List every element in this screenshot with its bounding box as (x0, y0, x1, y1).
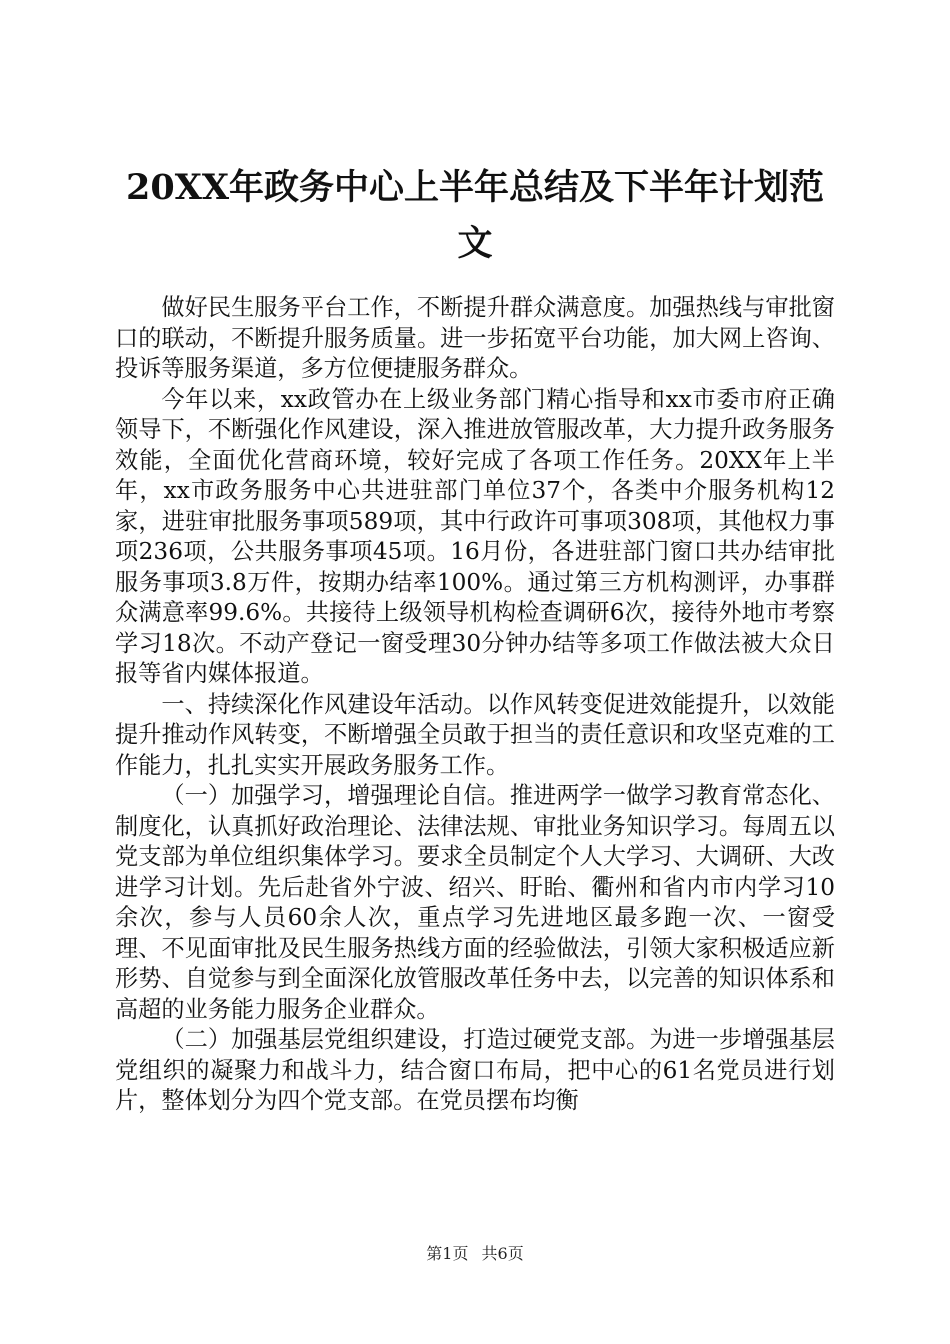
paragraph-1: 做好民生服务平台工作，不断提升群众满意度。加强热线与审批窗口的联动，不断提升服务质量。进一步拓宽平台功能，加大网上咨询、投诉等服务渠道，多方位便捷服务群众。 (115, 294, 835, 382)
page-total: 共6页 (481, 1244, 524, 1263)
paragraph-2: 今年以来，xx政管办在上级业务部门精心指导和xx市委市府正确领导下，不断强化作风建设，深入推进放管服改革，大力提升政务服务效能，全面优化营商环境，较好完成了各项工作任务。20XX年上半年，xx市政务服务中心共进驻部门单位37个，各类中介服务机构12家，进驻审批服务事项589项，其中行政许可事项308项，其他权力事项236项，公共服务事项45项。16月份，各进驻部门窗口共办结审批服务事项3.8万件，按期办结率100%。通过第三方机构测评，办事群众满意率99.6%。共接待上级领导机构检查调研6次，接待外地市考察学习18次。不动产登记一窗受理30分钟办结等多项工作做法被大众日报等省内媒体报道。 (115, 385, 835, 687)
page-footer (0, 1244, 950, 1264)
paragraph-3: 一、持续深化作风建设年活动。以作风转变促进效能提升，以效能提升推动作风转变，不断增强全员敢于担当的责任意识和攻坚克难的工作能力，扎扎实实开展政务服务工作。 (115, 690, 835, 779)
document-title: 20XX年政务中心上半年总结及下半年计划范文 (125, 167, 825, 264)
paragraph-4: （一）加强学习，增强理论自信。推进两学一做学习教育常态化、制度化，认真抓好政治理论、法律法规、审批业务知识学习。每周五以党支部为单位组织集体学习。要求全员制定个人大学习、大调研、大改进学习计划。先后赴省外宁波、绍兴、盱眙、衢州和省内市内学习10余次，参与人员60余人次，重点学习先进地区最多跑一次、一窗受理、不见面审批及民生服务热线方面的经验做法，引领大家积极适应新形势、自觉参与到全面深化放管服改革任务中去，以完善的知识体系和高超的业务能力服务企业群众。 (115, 782, 835, 1023)
document-body (115, 293, 835, 1117)
page-number: 第1页 (426, 1244, 469, 1263)
paragraph-5: （二）加强基层党组织建设，打造过硬党支部。为进一步增强基层党组织的凝聚力和战斗力，结合窗口布局，把中心的61名党员进行划片，整体划分为四个党支部。在党员摆布均衡 (115, 1026, 835, 1114)
